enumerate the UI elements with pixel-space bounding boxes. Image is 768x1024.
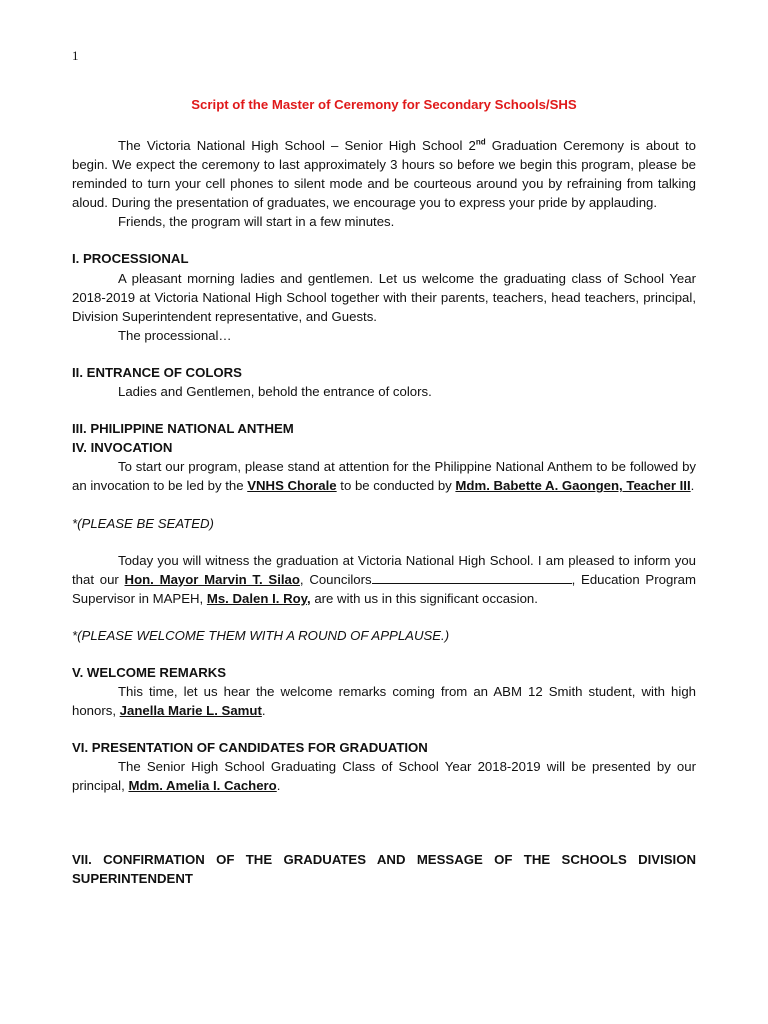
chorale-name: VNHS Chorale	[247, 478, 337, 494]
seated-note: *(PLEASE BE SEATED)	[72, 515, 214, 531]
intro-text-a: The Victoria National High School – Senior High School 2	[118, 138, 476, 153]
processional-paragraph: A pleasant morning ladies and gentlemen. Let us welcome the graduating class of School Year 2018-2019 at Victoria National High School together with their parents, teachers, head teachers, principal, Division Superintendent representative, and Guests.	[72, 270, 696, 324]
witness-text-c: , Education Program Supervisor in MAPEH,	[72, 571, 696, 606]
page-number: 1	[72, 48, 79, 63]
witness-text-a: Today you will witness the graduation at Victoria National High School. I am pleased to inform you that our	[72, 552, 696, 587]
intro-text-b: Graduation Ceremony is about to begin. We expect the ceremony to last approximately 3 hours so before we begin this program, please be reminded to turn your cell phones to silent mode and be courteous around you by refraining from talking aloud. During the presentation of graduates, we encourage you to express your pride by applauding.	[72, 138, 696, 211]
invocation-text-c: .	[690, 478, 695, 494]
invocation-text-a: To start our program, please stand at attention for the Philippine National Anthem to be followed by an invocation to be led by the	[72, 459, 696, 494]
section-heading-anthem: III. PHILIPPINE NATIONAL ANTHEM	[72, 421, 294, 437]
colors-paragraph: Ladies and Gentlemen, behold the entrance of colors.	[118, 384, 432, 400]
intro-paragraph-2: Friends, the program will start in a few minutes.	[118, 214, 395, 230]
presentation-text-a: The Senior High School Graduating Class of School Year 2018-2019 will be presented by our principal,	[72, 759, 696, 794]
welcome-text-b: .	[261, 703, 266, 719]
welcome-paragraph	[72, 682, 696, 720]
section-heading-welcome: V. WELCOME REMARKS	[72, 664, 227, 680]
section-heading-processional: I. PROCESSIONAL	[72, 251, 189, 267]
witness-text-d: are with us in this significant occasion.	[310, 590, 538, 606]
supervisor-name: Ms. Dalen I. Roy,	[206, 590, 311, 606]
witness-paragraph	[72, 551, 696, 608]
conductor-name: Mdm. Babette A. Gaongen, Teacher III	[455, 478, 691, 494]
processional-paragraph-2: The processional…	[118, 327, 232, 343]
witness-text-b: , Councilors	[299, 571, 372, 587]
section-heading-presentation: VI. PRESENTATION OF CANDIDATES FOR GRADUATION	[72, 740, 428, 756]
councilors-blank-line	[372, 571, 572, 584]
invocation-paragraph	[72, 457, 696, 495]
presentation-paragraph	[72, 757, 696, 795]
applause-note: *(PLEASE WELCOME THEM WITH A ROUND OF APPLAUSE.)	[72, 627, 450, 643]
speaker-name: Janella Marie L. Samut	[119, 703, 262, 719]
mayor-name: Hon. Mayor Marvin T. Silao	[124, 571, 300, 587]
section-heading-colors: II. ENTRANCE OF COLORS	[72, 364, 242, 380]
document-body	[72, 136, 696, 888]
ordinal-superscript: nd	[475, 137, 486, 147]
intro-paragraph	[72, 136, 696, 212]
invocation-text-b: to be conducted by	[336, 478, 456, 494]
presentation-text-b: .	[276, 778, 281, 794]
welcome-text-a: This time, let us hear the welcome remarks coming from an ABM 12 Smith student, with high honors,	[72, 684, 696, 719]
principal-name: Mdm. Amelia I. Cachero	[128, 778, 277, 794]
section-heading-invocation: IV. INVOCATION	[72, 440, 173, 456]
section-heading-confirmation: VII. CONFIRMATION OF THE GRADUATES AND MESSAGE OF THE SCHOOLS DIVISION SUPERINTENDENT	[72, 851, 696, 886]
document-title: Script of the Master of Ceremony for Secondary Schools/SHS	[191, 97, 577, 112]
